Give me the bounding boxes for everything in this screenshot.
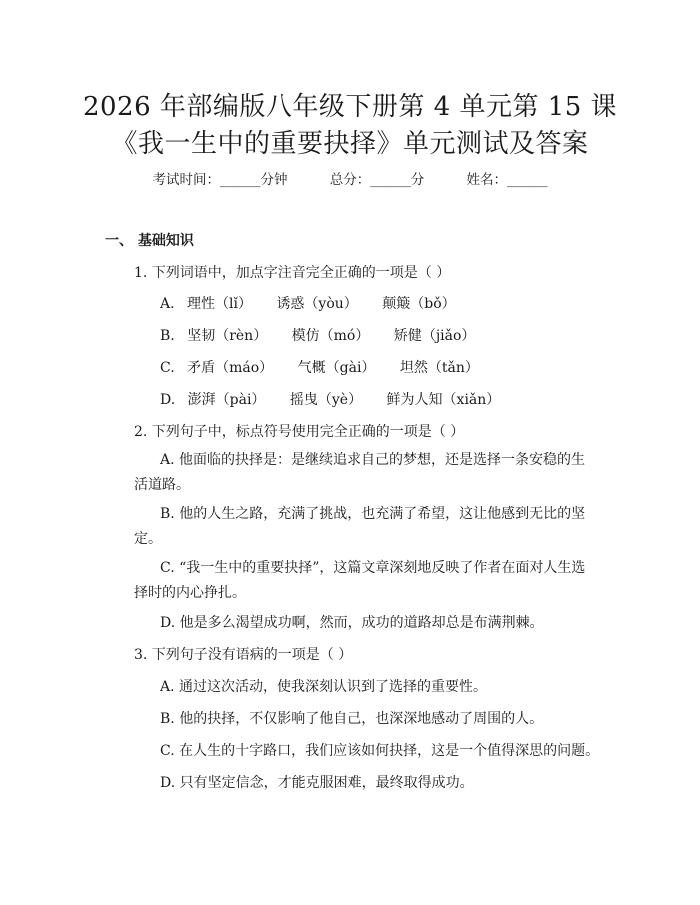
option-word: 诱惑（yòu）: [276, 296, 358, 312]
option-word: 摇曳（yè）: [289, 392, 363, 408]
exam-info: [0, 168, 700, 188]
option-letter: C.: [160, 360, 175, 376]
title-line-1: 2026 年部编版八年级下册第 4 单元第 15 课: [82, 92, 618, 122]
question-3-stem: 3. 下列句子没有语病的一项是（ ）: [134, 647, 353, 663]
option-letter: D.: [160, 392, 176, 408]
question-2-stem: 2. 下列句子中，标点符号使用完全正确的一项是（ ）: [134, 424, 465, 440]
q2-option-a: A. 他面临的抉择是：是继续追求自己的梦想，还是选择一条安稳的生活道路。: [134, 452, 586, 493]
q3-option-a: A. 通过这次活动，使我深刻认识到了选择的重要性。: [160, 679, 488, 695]
option-word: 气概（gài）: [297, 360, 376, 376]
q2-option-b: B. 他的人生之路，充满了挑战，也充满了希望，这让他感到无比的坚定。: [134, 506, 586, 547]
q3-option-d: D. 只有坚定信念，才能克服困难，最终取得成功。: [160, 775, 474, 791]
option-word: 坚韧（rèn）: [187, 328, 268, 344]
option-word: 模仿（mó）: [291, 328, 370, 344]
option-word: 颠簸（bǒ）: [382, 296, 456, 312]
option-word: 鲜为人知（xiǎn）: [386, 392, 501, 408]
q3-option-c: C. 在人生的十字路口，我们应该如何抉择，这是一个值得深思的问题。: [160, 743, 600, 759]
q2-option-c: C. “我一生中的重要抉择”，这篇文章深刻地反映了作者在面对人生选择时的内心挣扎。: [134, 560, 586, 601]
option-word: 澎湃（pài）: [187, 392, 266, 408]
q1-option-a: [160, 293, 476, 313]
section-heading: 一、 基础知识: [105, 233, 194, 249]
total-score: 总分：______分: [329, 172, 425, 188]
question-1-stem: 1. 下列词语中，加点字注音完全正确的一项是（ ）: [134, 265, 451, 281]
option-word: 理性（lǐ）: [187, 296, 252, 312]
option-word: 矫健（jiǎo）: [393, 328, 476, 344]
option-letter: A.: [160, 296, 175, 312]
q1-option-b: [160, 325, 495, 345]
option-word: 矛盾（máo）: [187, 360, 274, 376]
q1-option-c: [160, 357, 499, 377]
title-line-2: 《我一生中的重要抉择》单元测试及答案: [111, 129, 589, 159]
q2-option-d: D. 他是多么渴望成功啊，然而，成功的道路却总是布满荆棘。: [160, 615, 544, 631]
option-letter: B.: [160, 328, 175, 344]
option-word: 坦然（tǎn）: [399, 360, 479, 376]
exam-time: 考试时间：______分钟: [152, 172, 288, 188]
q1-option-d: [160, 389, 520, 409]
student-name: 姓名：______: [466, 172, 548, 188]
q3-option-b: B. 他的抉择，不仅影响了他自己，也深深地感动了周围的人。: [160, 711, 544, 727]
